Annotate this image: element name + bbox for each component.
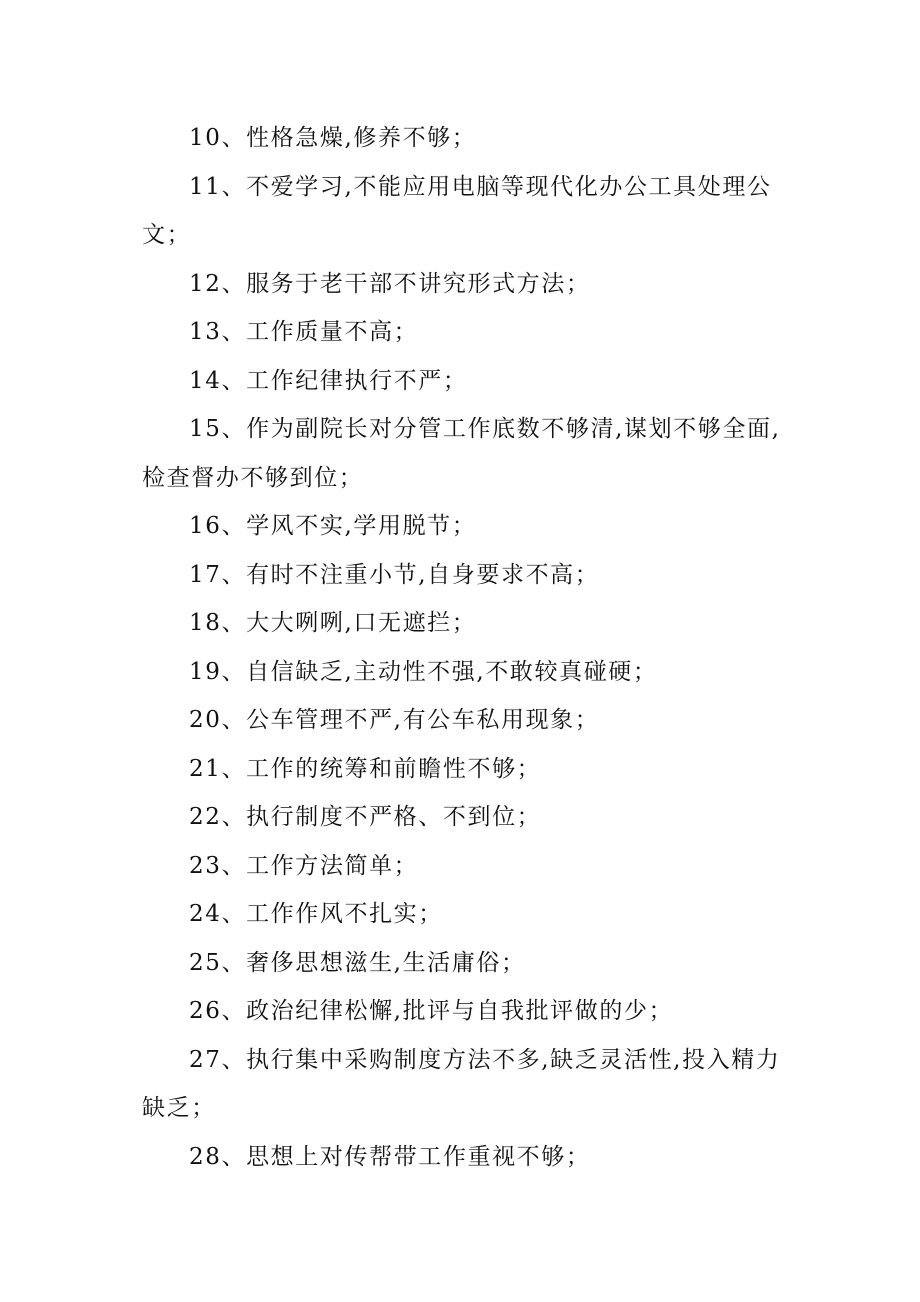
list-item: 19、自信缺乏,主动性不强,不敢较真碰硬；: [189, 658, 658, 685]
list-item: 10、性格急燥,修养不够；: [189, 125, 477, 151]
list-item: 24、工作作风不扎实；: [189, 901, 443, 927]
list-item: 26、政治纪律松懈,批评与自我批评做的少；: [189, 998, 674, 1024]
list-item: 12、服务于老干部不讲究形式方法；: [189, 270, 591, 297]
list-item: 13、工作质量不高；: [189, 319, 419, 345]
list-item: 17、有时不注重小节,自身要求不高；: [189, 561, 600, 588]
list-item: 27、执行集中采购制度方法不多,缺乏灵活性,投入精力缺乏；: [142, 1046, 781, 1121]
list-item: 25、奢侈思想滋生,生活庸俗；: [189, 949, 526, 976]
list-item: 16、学风不实,学用脱节；: [189, 513, 477, 539]
list-item: 15、作为副院长对分管工作底数不够清,谋划不够全面,检查督办不够到位；: [142, 416, 781, 491]
list-item: 11、不爱学习,不能应用电脑等现代化办公工具处理公文；: [142, 173, 772, 248]
list-item: 20、公车管理不严,有公车私用现象；: [189, 707, 600, 733]
list-item: 28、思想上对传帮带工作重视不够；: [189, 1143, 591, 1170]
list-item: 18、大大咧咧,口无遮拦；: [189, 610, 477, 636]
list-item: 21、工作的统筹和前瞻性不够；: [189, 755, 542, 782]
list-item: 23、工作方法简单；: [189, 852, 419, 879]
document-body: [142, 114, 802, 1181]
list-item: 22、执行制度不严格、不到位；: [189, 804, 542, 830]
list-item: 14、工作纪律执行不严；: [189, 367, 468, 394]
